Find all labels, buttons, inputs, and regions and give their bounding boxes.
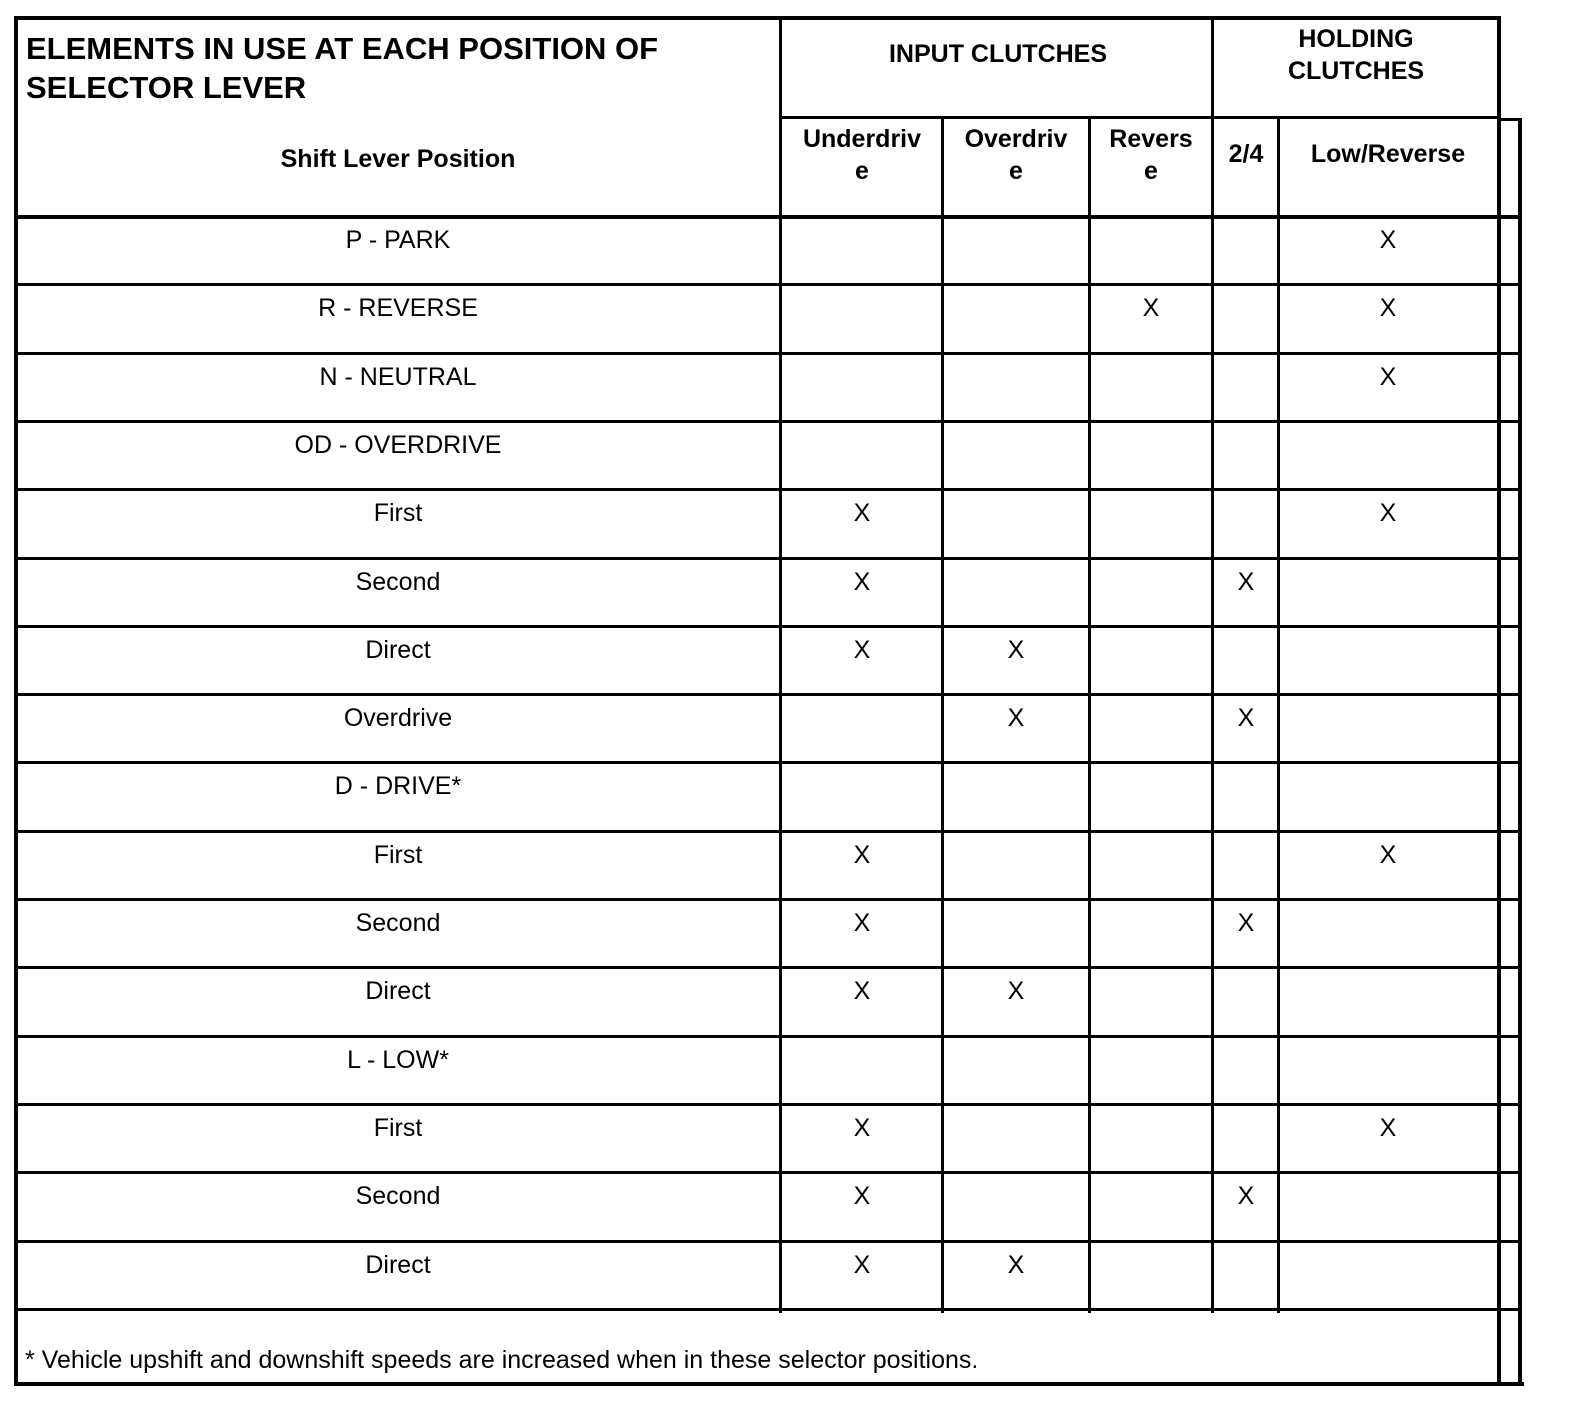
row-separator-line [14, 898, 1522, 901]
border-left [14, 16, 18, 1386]
element-mark-cell: X [1379, 1114, 1397, 1142]
footnote: * Vehicle upshift and downshift speeds are increased when in these selector positions. [25, 1346, 979, 1374]
border-bottom [14, 1382, 1524, 1386]
element-mark-cell: X [853, 841, 871, 869]
row-separator-line [14, 1171, 1522, 1174]
shift-lever-position-cell: Overdrive [343, 704, 453, 732]
element-mark-cell: X [853, 1251, 871, 1279]
col-sep-1 [779, 16, 782, 1313]
column-header-underdrive-line-1: Underdriv [802, 125, 922, 153]
column-header-reverse-line-1: Revers [1109, 125, 1193, 153]
column-header-overdrive [965, 123, 1068, 187]
row-separator-line [14, 966, 1522, 969]
shift-lever-position-cell: L - LOW* [347, 1046, 449, 1074]
row-separator-line [14, 488, 1522, 491]
column-header-2-4: 2/4 [1228, 140, 1264, 168]
border-right-inner [1497, 16, 1501, 1386]
element-mark-cell: X [1237, 704, 1255, 732]
element-mark-cell: X [1379, 294, 1397, 322]
shift-lever-position-cell: Second [355, 568, 441, 596]
element-mark-cell: X [1007, 704, 1025, 732]
element-mark-cell: X [1007, 636, 1025, 664]
element-mark-cell: X [1379, 363, 1397, 391]
shift-lever-position-cell: P - PARK [345, 226, 451, 254]
element-mark-cell: X [853, 568, 871, 596]
shift-lever-position-cell: Direct [365, 977, 431, 1005]
holding-clutches-header [1288, 23, 1424, 87]
element-mark-cell: X [1007, 1251, 1025, 1279]
row-separator-line [14, 1240, 1522, 1243]
table-title-line-2: SELECTOR LEVER [26, 70, 307, 105]
table-title [26, 29, 658, 107]
element-mark-cell: X [1379, 841, 1397, 869]
element-mark-cell: X [853, 499, 871, 527]
column-header-reverse [1109, 123, 1192, 187]
shift-lever-position-cell: Second [355, 1182, 441, 1210]
column-header-overdrive-line-2: e [1009, 157, 1023, 185]
element-mark-cell: X [853, 1182, 871, 1210]
row-separator-line [14, 761, 1522, 764]
row-separator-line [14, 1103, 1522, 1106]
row-separator-line [14, 557, 1522, 560]
column-header-low-reverse: Low/Reverse [1310, 140, 1466, 168]
element-mark-cell: X [1237, 1182, 1255, 1210]
element-mark-cell: X [1379, 499, 1397, 527]
shift-lever-position-cell: OD - OVERDRIVE [294, 431, 502, 459]
element-mark-cell: X [1379, 226, 1397, 254]
element-mark-cell: X [853, 977, 871, 1005]
shift-lever-position-cell: Direct [365, 636, 431, 664]
row-separator-line [14, 420, 1522, 423]
row-separator-line [14, 1035, 1522, 1038]
col-sep-4 [1211, 16, 1214, 1313]
element-mark-cell: X [853, 1114, 871, 1142]
shift-lever-position-cell: Direct [365, 1251, 431, 1279]
row-separator-line [14, 1308, 1522, 1311]
column-header-shift-lever-position: Shift Lever Position [280, 145, 516, 173]
border-right-outer [1518, 118, 1522, 1386]
shift-lever-position-cell: R - REVERSE [318, 294, 478, 322]
input-clutches-header: INPUT CLUTCHES [888, 40, 1108, 68]
holding-clutches-header-line-1: HOLDING [1298, 25, 1414, 53]
col-sep-3 [1088, 118, 1091, 1313]
element-mark-cell: X [1142, 294, 1160, 322]
group-header-divider [780, 116, 1501, 119]
element-mark-cell: X [1237, 568, 1255, 596]
row-separator-line [14, 693, 1522, 696]
header-bottom-line [14, 215, 1522, 219]
shift-lever-position-cell: N - NEUTRAL [319, 363, 477, 391]
holding-clutches-header-line-2: CLUTCHES [1287, 57, 1425, 85]
row-separator-line [14, 625, 1522, 628]
column-header-underdrive-line-2: e [855, 157, 869, 185]
shift-lever-position-cell: Second [355, 909, 441, 937]
col-sep-5 [1277, 118, 1280, 1313]
shift-lever-position-cell: First [373, 841, 423, 869]
element-mark-cell: X [1237, 909, 1255, 937]
row-separator-line [14, 283, 1522, 286]
element-mark-cell: X [853, 636, 871, 664]
row-separator-line [14, 352, 1522, 355]
shift-lever-position-cell: First [373, 499, 423, 527]
row-separator-line [14, 830, 1522, 833]
element-mark-cell: X [853, 909, 871, 937]
shift-lever-position-cell: First [373, 1114, 423, 1142]
col-sep-2 [941, 118, 944, 1313]
shift-lever-position-cell: D - DRIVE* [334, 772, 462, 800]
table-title-line-1: ELEMENTS IN USE AT EACH POSITION OF [26, 31, 659, 66]
element-mark-cell: X [1007, 977, 1025, 1005]
column-header-underdrive [803, 123, 921, 187]
column-header-reverse-line-2: e [1144, 157, 1158, 185]
border-top [14, 16, 1501, 20]
column-header-overdrive-line-1: Overdriv [964, 125, 1068, 153]
